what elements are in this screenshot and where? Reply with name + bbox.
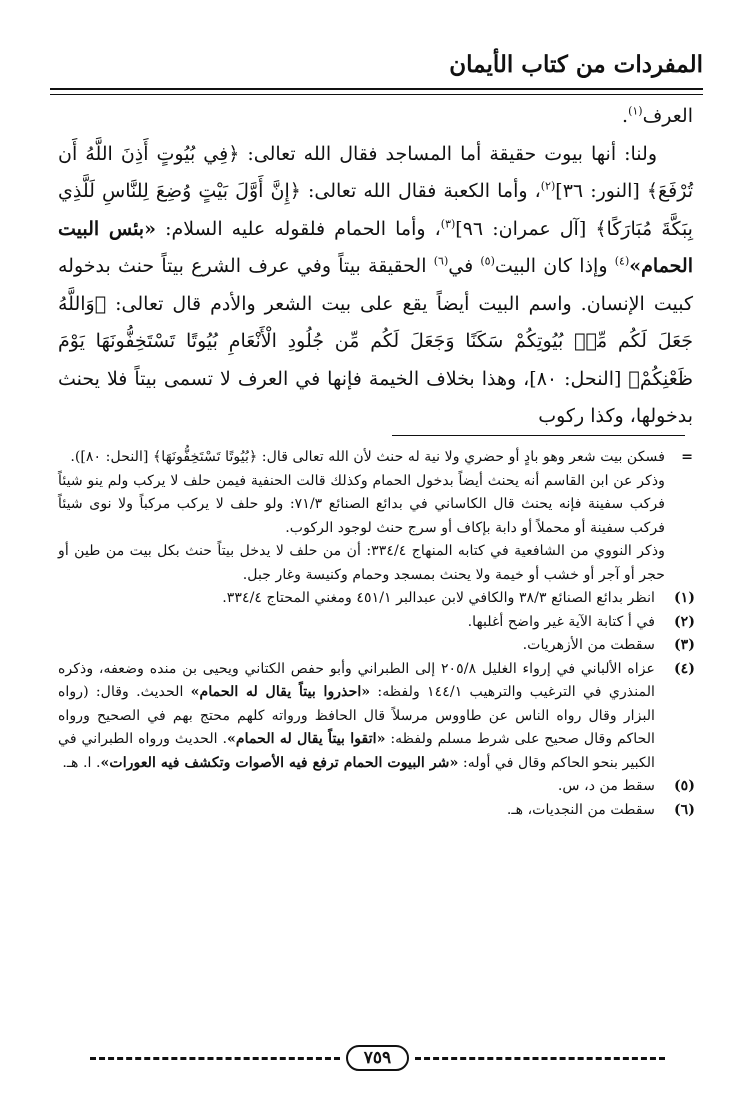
page-footer [90,1045,665,1071]
footer-rule-left [90,1057,340,1060]
footnotes [58,446,697,822]
footnote-ref: (٣) [440,217,456,231]
quran-verse: ﴿بُيُوتًا تَسْتَخِفُّونَهَا﴾ [152,449,258,465]
footnote-ref: (٦) [433,254,449,268]
hadith-quote: «احذروا بيتاً يقال له الحمام» [190,684,371,700]
main-text [58,98,693,436]
hadith-quote: «بئس البيت الحمام» [58,217,693,277]
footnote-continuation: = فسكن بيت شعر وهو بادٍ أو حضري ولا نية له حنث لأن الله تعالى قال: ﴿بُيُوتًا تَسْتَخِفُّونَهَا﴾ [النحل: ٨٠]). وذكر عن ابن القاسم أنه يحنث أيضاً بدخول الحمام وكذلك قالت الحنفية فيمن حلف لا يركب ولم ينو شيئاً فركب سفينة فإنه يحنث قال الكاساني في بدائع الصنائع ٧١/٣: ولو حلف لا يركب مركباً ولا نوى شيئاً فركب سفينة أو محملاً أو دابة بإكاف أو سرج حنث لوجود الركوب. وذكر النووي من الشافعية في كتابه المنهاج ٣٣٤/٤: أن من حلف لا يدخل بيتاً حنث بكل بيت من طين أو حجر أو آجر أو خشب أو خيمة ولا يحنث بمسجد وحمام وكنيسة وغار جبل. [58,446,697,587]
footnote-number: (٥) [673,778,695,794]
footnote-ref: (٢) [540,179,556,193]
quran-verse: ﴿وَاللَّهُ جَعَلَ لَكُم مِّنۢ بُيُوتِكُمْ سَكَنًا وَجَعَلَ لَكُم مِّن جُلُودِ الْأَنْعَامِ بُيُوتًا تَسْتَخِفُّونَهَا يَوْمَ ظَعْنِكُمْ﴾ [58,292,693,390]
paragraph-main: ولنا: أنها بيوت حقيقة أما المساجد فقال الله تعالى: ﴿فِي بُيُوتٍ أَذِنَ اللَّهُ أَن تُرْفَعَ﴾ [النور: ٣٦]$^{(٢)}$، وأما الكعبة فقال الله تعالى: ﴿إِنَّ أَوَّلَ بَيْتٍ وُضِعَ لِلنَّاسِ لَلَّذِي بِبَكَّةَ مُبَارَكًا﴾ [آل عمران: ٩٦]$^{(٣)}$، وأما الحمام فلقوله عليه السلام: «بئس البيت الحمام»$^{(٤)}$ وإذا كان البيت$^{(٥)}$ في$^{(٦)}$ الحقيقة بيتاً وفي عرف الشرع بيتاً حنث بدخوله كبيت الإنسان. واسم البيت أيضاً يقع على بيت الشعر والأدم قال تعالى: ﴿وَاللَّهُ جَعَلَ لَكُم مِّنۢ بُيُوتِكُمْ سَكَنًا وَجَعَلَ لَكُم مِّن جُلُودِ الْأَنْعَامِ بُيُوتًا تَسْتَخِفُّونَهَا يَوْمَ ظَعْنِكُمْ﴾ [النحل: ٨٠]، وهذا بخلاف الخيمة فإنها في العرف لا تسمى بيتاً فلا يحنث بدخولها، وكذا ركوب [58,142,694,427]
footnote-number: (٦) [673,801,695,818]
header-rule [50,88,703,95]
running-header [50,38,703,90]
continuation-mark: = [681,449,693,465]
footnote-item: (٢) في أ كتابة الآية غير واضح أغلبها. [58,611,697,635]
footnote-item: (٥) سقط من د، س. [58,775,697,799]
hadith-quote: «شر البيوت الحمام ترفع فيه الأصوات وتكشف فيه العورات» [100,754,459,771]
verse-citation: [آل عمران: ٩٦] [455,217,596,240]
footnote-number: (٤) [673,660,695,677]
footnote-item: (٤) عزاه الألباني في إرواء الغليل ٢٠٥/٨ إلى الطبراني وأبو حفص الكتاني ويحيى بن منده وضعفه، وذكره المنذري في الترغيب والترهيب ١٤٤/١ ولفظه: «احذروا بيتاً يقال له الحمام» الحديث. وقال: (رواه البزار وقال رواه الناس عن طاووس مرسلاً قال الحافظ ورواته كلهم محتج بهم في الصحيح ورواه الحاكم وقال صحيح على شرط مسلم ولفظه: «اتقوا بيتاً يقال له الحمام». الحديث ورواه الطبراني في الكبير بنحو الحاكم وقال في أوله: «شر البيوت الحمام ترفع فيه الأصوات وتكشف فيه العورات». ا. هـ. [58,658,697,776]
quran-verse: ﴿فِي بُيُوتٍ أَذِنَ اللَّهُ أَن تُرْفَعَ﴾ [58,142,694,202]
verse-citation: [النور: ٣٦] [555,180,647,202]
footnote-item: (١) انظر بدائع الصنائع ٣٨/٣ والكافي لابن عبدالبر ٤٥١/١ ومغني المحتاج ٣٣٤/٤. [58,587,697,611]
verse-citation: [النحل: ٨٠] [529,367,629,390]
footnote-ref: (٤) [614,254,630,268]
running-title: المفردات من كتاب الأيمان [449,50,703,78]
paragraph-continuation: العرف$^{(١)}$. [622,104,693,127]
footnote-separator [392,435,685,436]
footnote-ref: (١) [628,104,643,118]
footnote-ref: (٥) [480,254,495,268]
footnote-number: (٣) [673,637,695,653]
hadith-quote: «اتقوا بيتاً يقال له الحمام» [226,731,386,747]
footnote-number: (٢) [673,613,695,630]
footnote-item: (٣) سقطت من الأزهريات. [58,634,697,658]
footnote-number: (١) [673,590,695,606]
quran-verse: ﴿إِنَّ أَوَّلَ بَيْتٍ وُضِعَ لِلنَّاسِ لَلَّذِي بِبَكَّةَ مُبَارَكًا﴾ [58,180,693,240]
footnote-item: (٦) سقطت من النجديات، هـ. [58,799,697,823]
footer-rule-right [415,1057,665,1060]
page-number: ٧٥٩ [346,1045,409,1071]
